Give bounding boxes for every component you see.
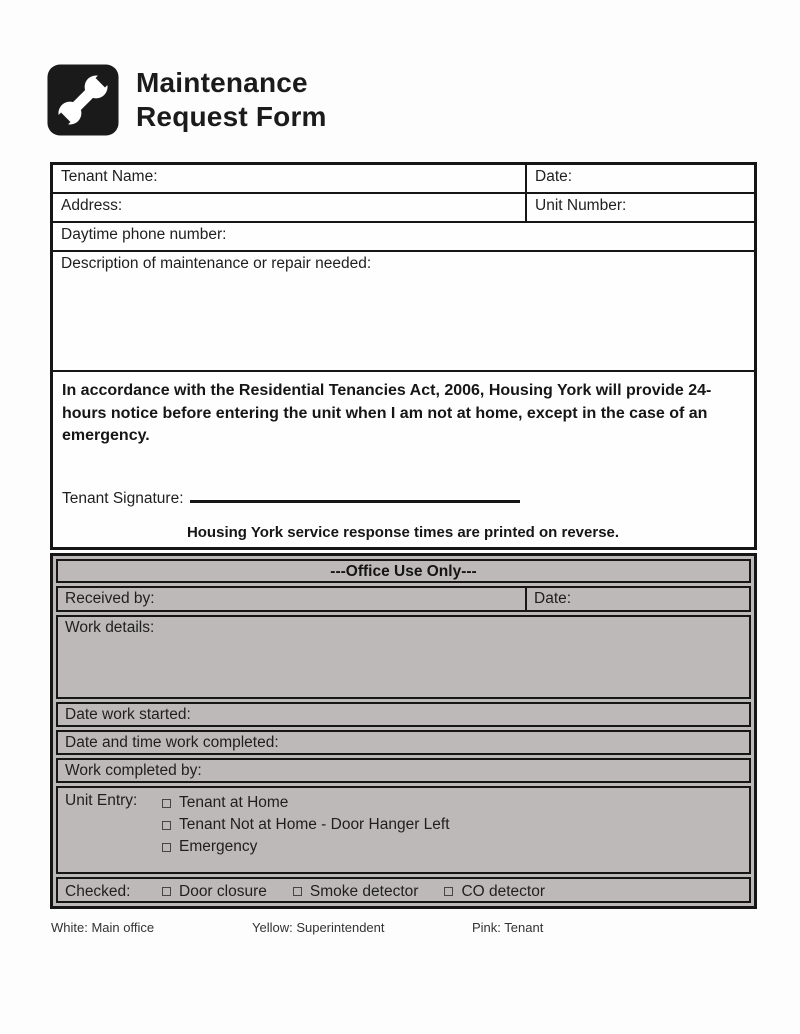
smoke-detector-checkbox[interactable] (293, 887, 302, 896)
unit-number-field[interactable] (525, 194, 754, 221)
table-row (56, 758, 751, 783)
unit-number-label: Unit Number: (535, 197, 627, 214)
table-row (53, 372, 754, 547)
notice-text: In accordance with the Residential Tenancies Act, 2006, Housing York will provide 24-hours notice before entering the unit when I am not at home, except in the case of an emergency. (62, 382, 712, 444)
copy-label-yellow: Yellow: Superintendent (252, 920, 385, 935)
unit-entry-row (56, 786, 751, 874)
table-row (53, 252, 754, 372)
received-by-field[interactable] (58, 588, 525, 610)
checked-option-door-closure (162, 883, 267, 901)
page-title (136, 66, 327, 134)
unit-entry-options (162, 792, 450, 872)
date-work-started-label: Date work started: (65, 706, 191, 723)
unit-entry-label: Unit Entry: (65, 792, 138, 809)
address-field[interactable] (53, 194, 525, 221)
table-row (53, 194, 754, 223)
option-label: Door closure (179, 882, 267, 900)
checked-row (56, 877, 751, 903)
checked-option-co-detector (444, 883, 545, 901)
table-row (53, 223, 754, 252)
work-completed-by-field[interactable] (58, 760, 749, 781)
description-field[interactable] (53, 252, 754, 370)
emergency-checkbox[interactable] (162, 843, 171, 852)
copy-label-pink: Pink: Tenant (472, 920, 544, 935)
option-label: CO detector (461, 882, 545, 900)
tenant-at-home-checkbox[interactable] (162, 799, 171, 808)
office-date-field[interactable] (525, 588, 749, 610)
option-label: Emergency (179, 838, 258, 855)
office-use-section (50, 553, 757, 909)
daytime-phone-field[interactable] (53, 223, 754, 250)
tenant-not-at-home-checkbox[interactable] (162, 821, 171, 830)
tenant-name-field[interactable] (53, 165, 525, 192)
notice-cell (53, 372, 754, 547)
option-label: Tenant at Home (179, 794, 289, 811)
date-work-started-field[interactable] (58, 704, 749, 725)
copy-label-white: White: Main office (51, 920, 155, 935)
date-time-completed-field[interactable] (58, 732, 749, 753)
signature-row (62, 490, 744, 508)
office-date-label: Date: (534, 590, 572, 607)
description-label: Description of maintenance or repair needed: (61, 255, 372, 272)
table-row (56, 702, 751, 727)
option-label: Smoke detector (309, 882, 419, 900)
title-line-1: Maintenance (136, 67, 308, 98)
co-detector-checkbox[interactable] (444, 887, 453, 896)
tenant-signature-label: Tenant Signature: (62, 489, 184, 507)
table-row (56, 586, 751, 612)
table-row (56, 730, 751, 755)
address-label: Address: (61, 197, 123, 214)
signature-line[interactable] (190, 491, 520, 503)
daytime-phone-label: Daytime phone number: (61, 226, 227, 243)
unit-entry-option-emergency (162, 836, 450, 858)
door-closure-checkbox[interactable] (162, 887, 171, 896)
received-by-label: Received by: (65, 590, 155, 607)
title-line-2: Request Form (136, 101, 327, 132)
reverse-note: Housing York service response times are printed on reverse. (186, 523, 620, 541)
option-label: Tenant Not at Home - Door Hanger Left (179, 816, 450, 833)
office-use-title: ---Office Use Only--- (56, 559, 751, 583)
work-completed-by-label: Work completed by: (65, 762, 202, 779)
checked-option-smoke-detector (293, 883, 419, 901)
wrench-icon (46, 63, 120, 137)
checked-label: Checked: (65, 883, 131, 900)
work-details-label: Work details: (65, 619, 155, 636)
date-time-completed-label: Date and time work completed: (65, 734, 279, 751)
date-field[interactable] (525, 165, 754, 192)
unit-entry-option-tenant-at-home (162, 792, 450, 814)
table-row (56, 615, 751, 699)
tenant-info-table (50, 162, 757, 550)
unit-entry-option-not-at-home (162, 814, 450, 836)
checked-options (162, 883, 571, 901)
table-row (53, 165, 754, 194)
date-label: Date: (535, 168, 573, 185)
work-details-field[interactable] (58, 617, 749, 697)
tenant-name-label: Tenant Name: (61, 168, 158, 185)
